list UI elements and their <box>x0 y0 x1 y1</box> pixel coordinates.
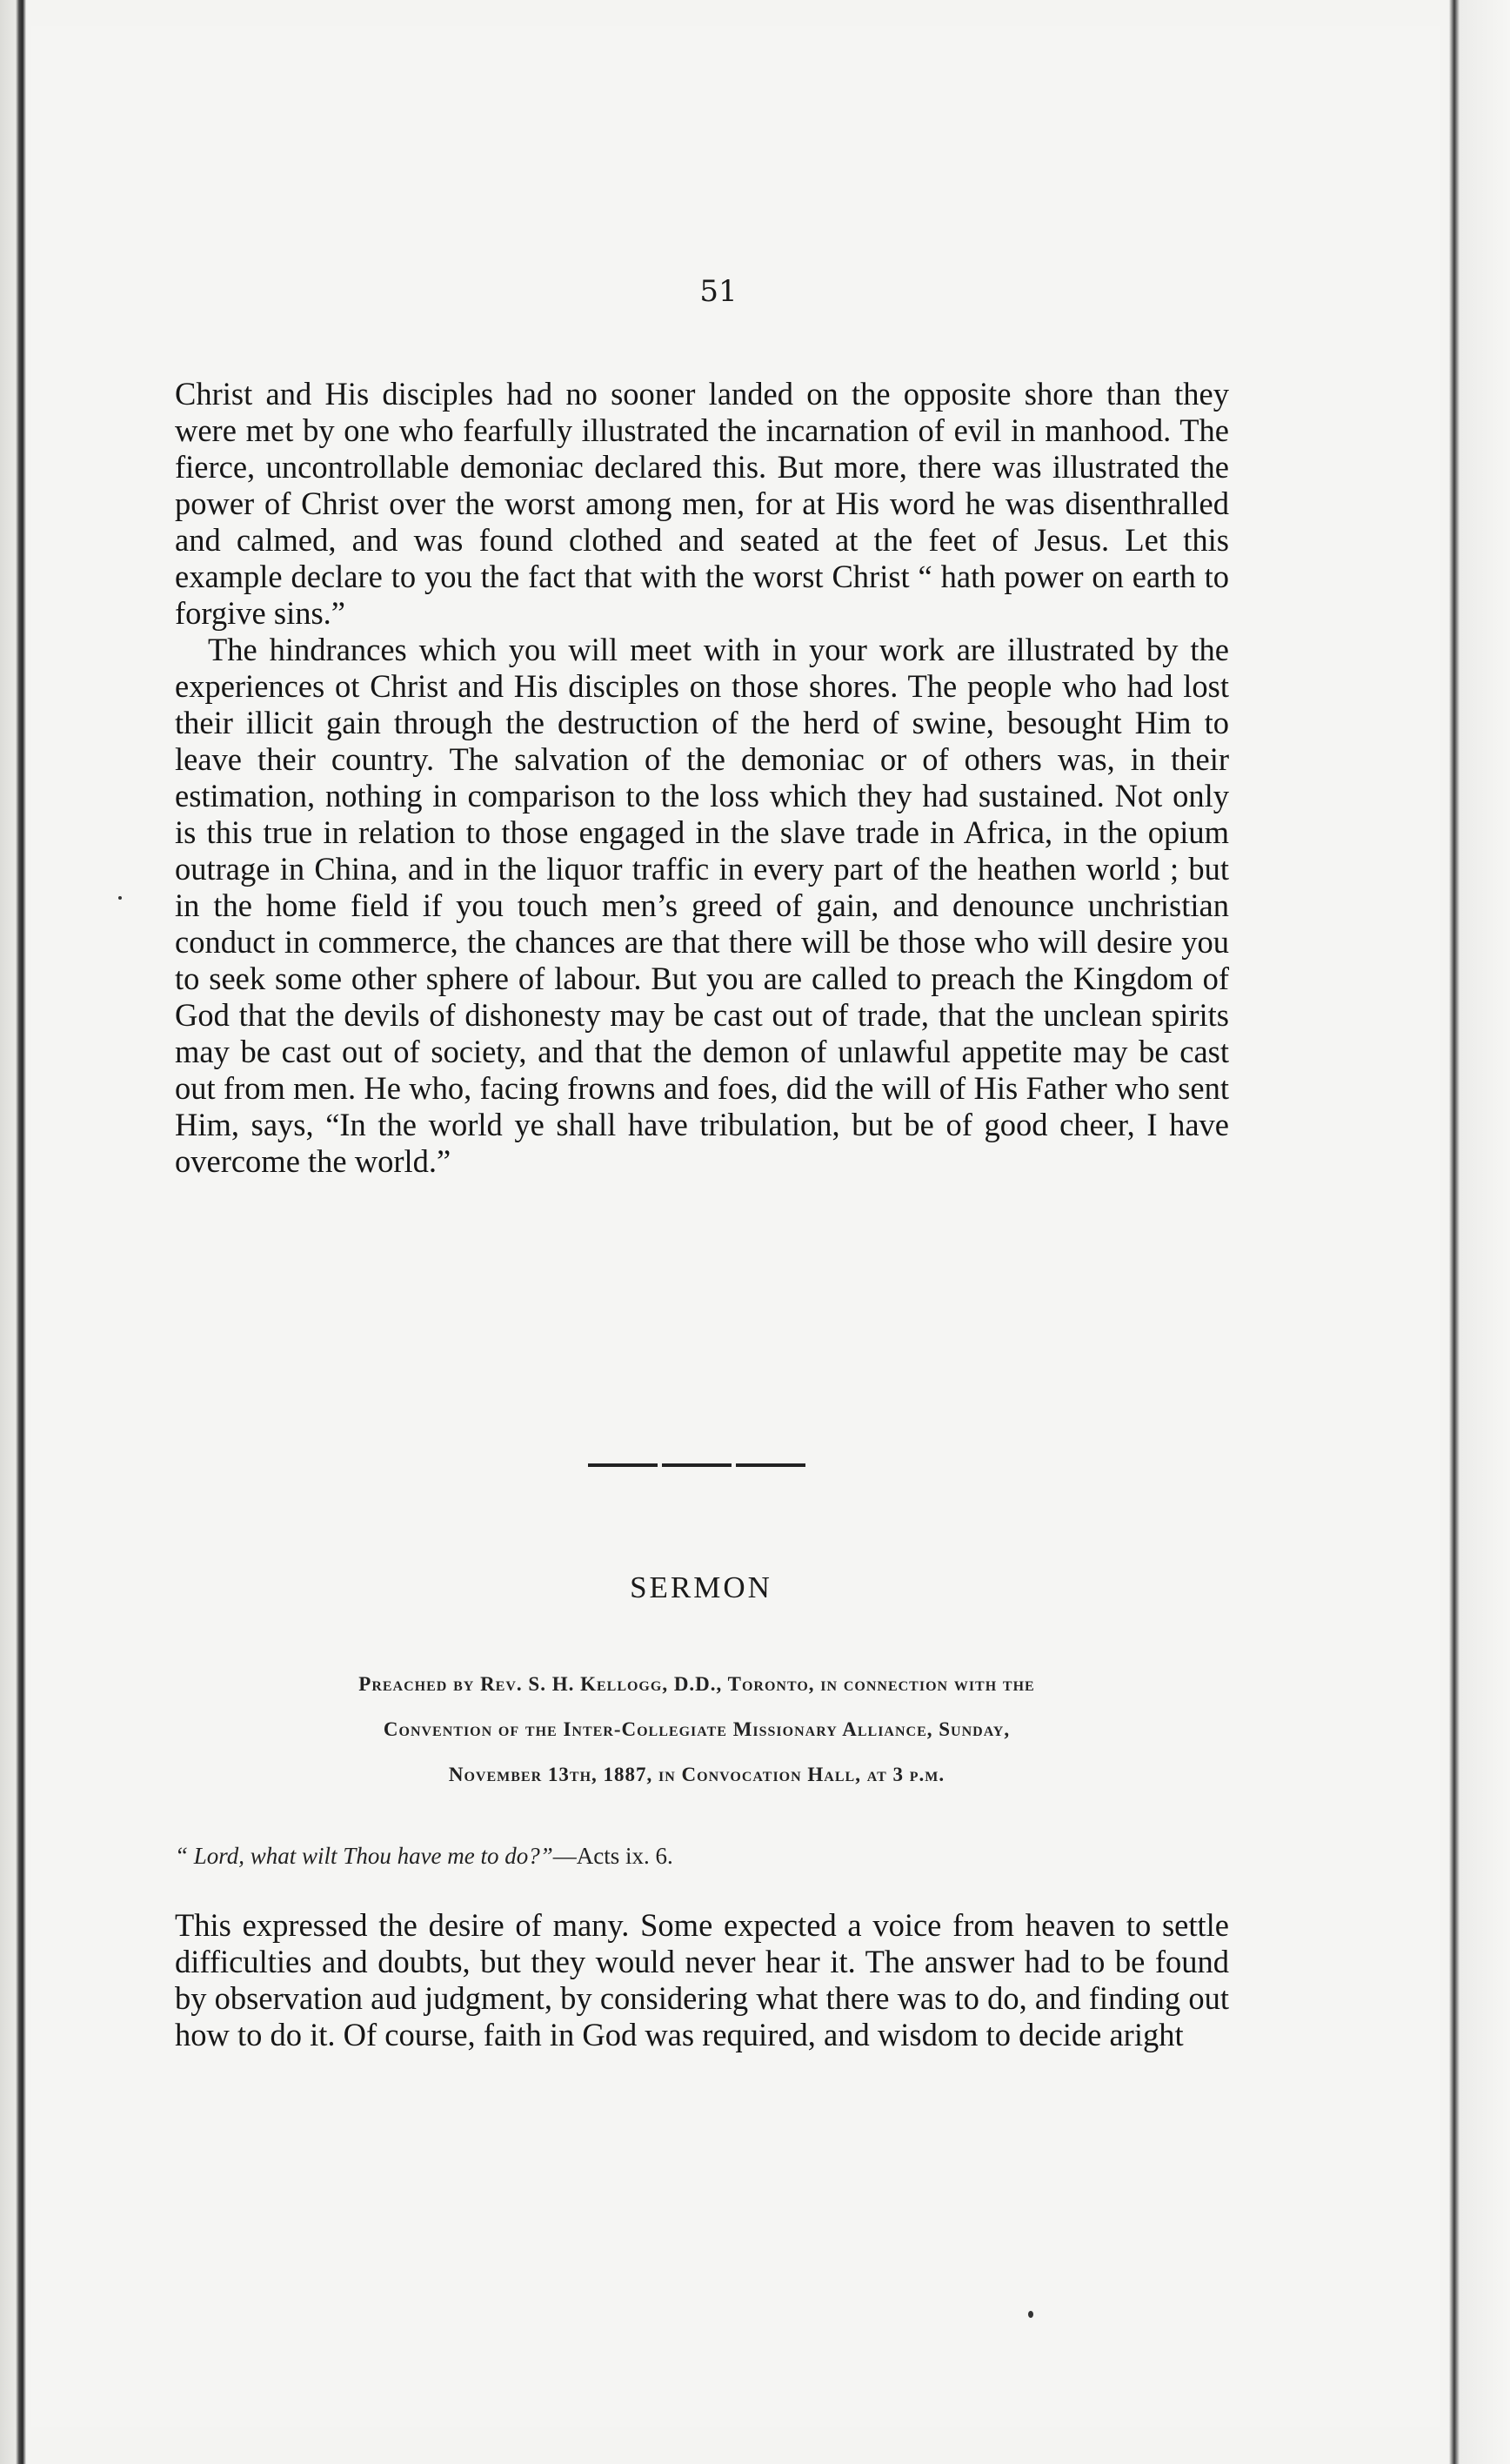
byline-line: Preached by Rev. S. H. Kellogg, D.D., Toronto, in connection with the <box>358 1673 1035 1695</box>
section-divider <box>588 1463 805 1467</box>
ink-speck <box>118 896 122 900</box>
book-binding-edge <box>0 0 26 2464</box>
sermon-heading: SERMON <box>630 1570 772 1604</box>
epigraph-reference: —Acts ix. 6. <box>552 1843 673 1869</box>
divider-dash <box>736 1463 805 1467</box>
paragraph: The hindrances which you will meet with in your work are illustrated by the experiences ot Christ and His disciples on those shores. The people who had lost their illicit gain through the destruction of the herd of swine, besought Him to leave their country. The salvation of the demoniac or of others was, in their estimation, nothing in comparison to the loss which they had sustained. Not only is this true in relation to those engaged in the slave trade in Africa, in the opium outrage in China, and in the liquor traffic in every part of the heathen world ; but in the home field if you touch men’s greed of gain, and denounce unchristian conduct in commerce, the chances are that there will be those who will desire you to seek some other sphere of labour. But you are called to preach the Kingdom of God that the devils of dishonesty may be cast out of trade, that the unclean spirits may be cast out of society, and that the demon of unlawful appetite may be cast out from men. He who, facing frowns and foes, did the will of His Father who sent Him, says, “In the world ye shall have tribulation, but be of good cheer, I have overcome the world.” <box>175 632 1229 1179</box>
paragraph: This expressed the desire of many. Some expected a voice from heaven to settle difficulties and doubts, but they would never hear it. The answer had to be found by observation aud judgment, by considering what there was to do, and finding out how to do it. Of course, faith in God was required, and wisdom to decide aright <box>175 1907 1229 2052</box>
ink-speck <box>1028 2311 1033 2318</box>
divider-dash <box>588 1463 658 1467</box>
paragraph: Christ and His disciples had no sooner landed on the opposite shore than they were met by one who fearfully illustrated the incarnation of evil in manhood. The fierce, uncontrollable demoniac declared this. But more, there was illustrated the power of Christ over the worst among men, for at His word he was disenthralled and calmed, and was found clothed and seated at the feet of Jesus. Let this example declare to you the fact that with the worst Christ “ hath power on earth to forgive sins.” <box>175 376 1229 631</box>
byline-line: November 13th, 1887, in Convocation Hall, at 3 p.m. <box>448 1764 945 1785</box>
body-text-upper <box>175 376 1229 1180</box>
divider-dash <box>662 1463 732 1467</box>
sermon-byline <box>144 1662 1249 1798</box>
page-number: 51 <box>699 274 738 309</box>
body-text-lower <box>175 1907 1229 2053</box>
scripture-epigraph <box>175 1843 1219 1870</box>
epigraph-quote: “ Lord, what wilt Thou have me to do?” <box>175 1843 553 1869</box>
page-right-edge <box>1449 0 1510 2464</box>
page-sheet <box>31 26 1440 2427</box>
byline-line: Convention of the Inter-Collegiate Missionary Alliance, Sunday, <box>383 1718 1011 1740</box>
